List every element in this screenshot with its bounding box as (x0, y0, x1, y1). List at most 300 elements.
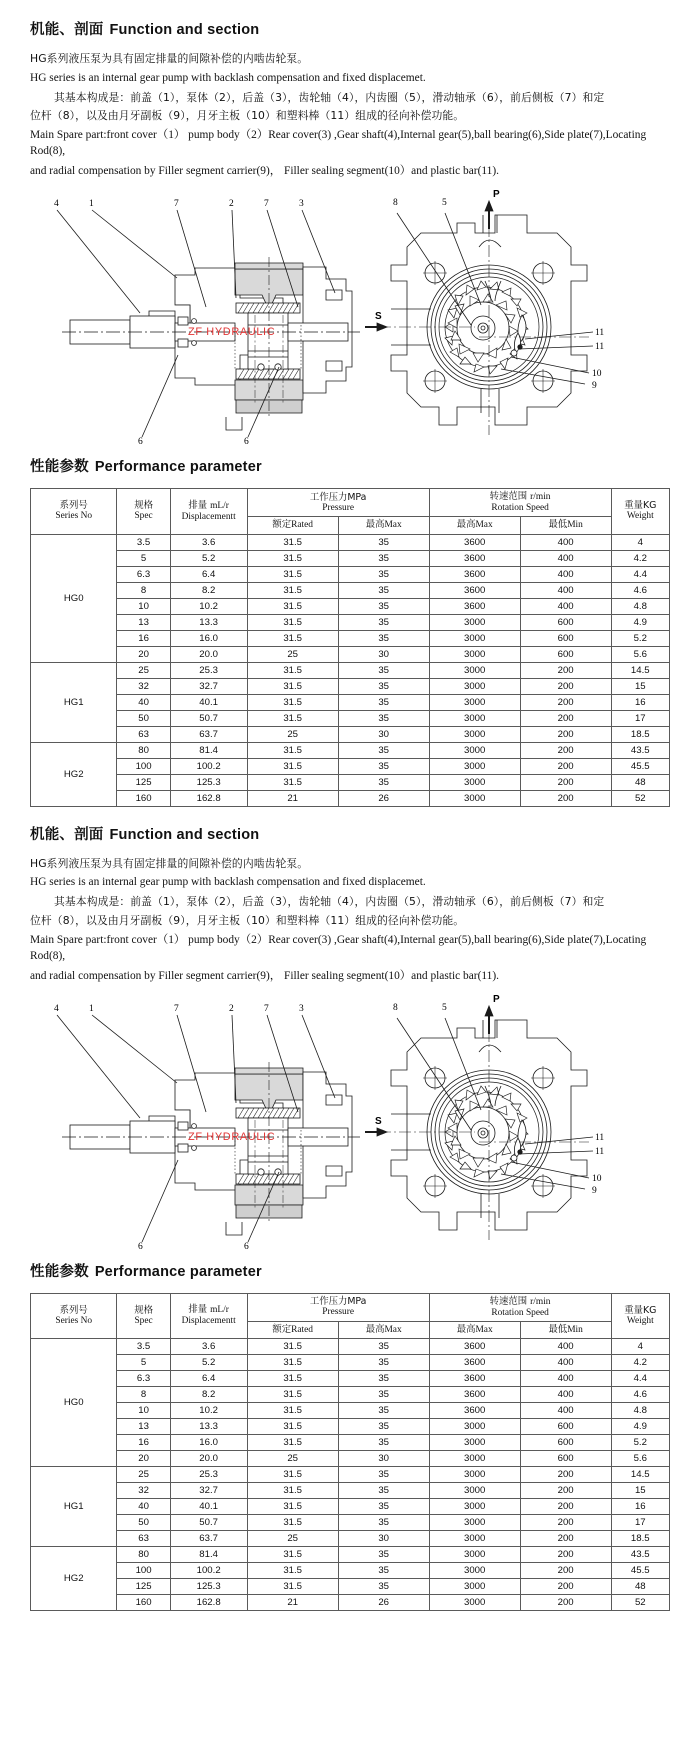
table-row (31, 1563, 670, 1579)
cell-n-min: 600 (520, 614, 611, 630)
cell-weight: 43.5 (611, 1547, 669, 1563)
cell-p-rated: 31.5 (247, 582, 338, 598)
callout-label: 2 (229, 1003, 234, 1014)
cutaway-figure (30, 990, 670, 1250)
cell-disp: 125.3 (170, 1579, 247, 1595)
cell-weight: 5.6 (611, 646, 669, 662)
cell-n-max: 3000 (429, 1451, 520, 1467)
callout-label: 8 (393, 1002, 398, 1013)
description-paragraph: 其基本构成是：前盖（1），泵体（2），后盖（3），齿轮轴（4），内齿圈（5），滑动轴承（6），前后侧板（7）和定 (54, 895, 605, 909)
cell-weight: 4.8 (611, 1403, 669, 1419)
cell-weight: 17 (611, 710, 669, 726)
cell-series: HG0 (31, 534, 117, 662)
cell-p-rated: 31.5 (247, 1579, 338, 1595)
cell-disp: 16.0 (170, 630, 247, 646)
header-rotation-speed: 转速范围 r/min Rotation Speed (429, 1293, 611, 1321)
table-row (31, 1579, 670, 1595)
table-body (31, 534, 670, 806)
cell-n-min: 400 (520, 534, 611, 550)
cell-p-rated: 25 (247, 646, 338, 662)
cell-n-min: 400 (520, 566, 611, 582)
cell-weight: 4.4 (611, 566, 669, 582)
cell-n-max: 3600 (429, 550, 520, 566)
cell-weight: 4 (611, 1339, 669, 1355)
table-row (31, 1339, 670, 1355)
table-row (31, 1435, 670, 1451)
perf-heading (30, 455, 670, 476)
callout-label: 1 (89, 199, 94, 210)
table-row (31, 790, 670, 806)
cell-p-rated: 31.5 (247, 1483, 338, 1499)
cell-spec: 100 (117, 758, 170, 774)
cell-p-rated: 25 (247, 1531, 338, 1547)
cell-weight: 5.2 (611, 630, 669, 646)
callout-label: 7 (174, 199, 179, 210)
callout-label: 1 (89, 1003, 94, 1014)
callout-label: 6 (244, 437, 249, 446)
cell-weight: 5.6 (611, 1451, 669, 1467)
cell-disp: 8.2 (170, 582, 247, 598)
cell-n-max: 3600 (429, 1355, 520, 1371)
cell-p-max: 30 (338, 1451, 429, 1467)
section-container-2 (30, 823, 670, 1612)
cell-p-max: 26 (338, 1595, 429, 1611)
cell-spec: 50 (117, 710, 170, 726)
cell-n-max: 3600 (429, 566, 520, 582)
cell-p-max: 35 (338, 710, 429, 726)
cell-disp: 6.4 (170, 566, 247, 582)
table-row (31, 534, 670, 550)
cell-disp: 81.4 (170, 1547, 247, 1563)
callout-label: 10 (592, 369, 602, 380)
cell-p-max: 35 (338, 662, 429, 678)
cell-p-rated: 31.5 (247, 662, 338, 678)
header-pressure: 工作压力MPa Pressure (247, 1293, 429, 1321)
cell-p-max: 35 (338, 566, 429, 582)
cell-n-max: 3000 (429, 646, 520, 662)
header-series: 系列号 Series No (31, 1293, 117, 1338)
callout-label: 10 (592, 1173, 602, 1184)
callout-label: 2 (229, 199, 234, 210)
table-row (31, 1531, 670, 1547)
cell-spec: 13 (117, 1419, 170, 1435)
header-pressure: 工作压力MPa Pressure (247, 489, 429, 517)
cell-disp: 20.0 (170, 646, 247, 662)
cell-spec: 3.5 (117, 1339, 170, 1355)
cell-p-max: 35 (338, 1371, 429, 1387)
table-row (31, 598, 670, 614)
header-weight: 重量KG Weight (611, 489, 669, 534)
cell-weight: 48 (611, 1579, 669, 1595)
cell-spec: 32 (117, 1483, 170, 1499)
header-pressure-max: 最高Max (338, 1321, 429, 1338)
cell-p-rated: 31.5 (247, 534, 338, 550)
cell-p-max: 35 (338, 582, 429, 598)
cell-n-max: 3000 (429, 1531, 520, 1547)
cell-series: HG1 (31, 662, 117, 742)
table-row (31, 614, 670, 630)
cell-n-min: 200 (520, 758, 611, 774)
cell-n-min: 400 (520, 1371, 611, 1387)
watermark: ZF HYDRAULIC (188, 1130, 276, 1143)
callout-label: 8 (393, 198, 398, 209)
header-series: 系列号 Series No (31, 489, 117, 534)
cell-weight: 15 (611, 678, 669, 694)
callout-label: 9 (592, 1185, 597, 1196)
cell-p-rated: 31.5 (247, 1387, 338, 1403)
cell-n-min: 200 (520, 1563, 611, 1579)
table-row (31, 726, 670, 742)
callout-label: 3 (299, 1003, 304, 1014)
section-heading-cn: 机能、剖面 (30, 22, 104, 38)
cell-n-min: 600 (520, 1435, 611, 1451)
callout-label: 11 (595, 328, 605, 339)
cell-disp: 25.3 (170, 662, 247, 678)
header-pressure-rated: 额定Rated (247, 1321, 338, 1338)
cell-p-rated: 31.5 (247, 1355, 338, 1371)
cell-disp: 50.7 (170, 1515, 247, 1531)
cell-weight: 43.5 (611, 742, 669, 758)
cell-disp: 162.8 (170, 1595, 247, 1611)
datasheet-section (30, 823, 670, 1612)
cell-p-rated: 25 (247, 726, 338, 742)
cell-n-min: 200 (520, 790, 611, 806)
cell-weight: 4.4 (611, 1371, 669, 1387)
cell-n-max: 3000 (429, 726, 520, 742)
description-paragraph: Main Spare part:front cover（1） pump body（2）Rear cover(3) ,Gear shaft(4),Internal gear(5),ball bearing(6),Side plate(7),Locating Rod(8), (30, 129, 647, 158)
cell-weight: 15 (611, 1483, 669, 1499)
cell-weight: 14.5 (611, 662, 669, 678)
cell-weight: 45.5 (611, 1563, 669, 1579)
cell-spec: 8 (117, 582, 170, 598)
cell-series: HG1 (31, 1467, 117, 1547)
table-row (31, 1515, 670, 1531)
table-row (31, 1483, 670, 1499)
cell-n-max: 3000 (429, 1483, 520, 1499)
cell-weight: 45.5 (611, 758, 669, 774)
table-row (31, 742, 670, 758)
cell-p-rated: 31.5 (247, 774, 338, 790)
cell-weight: 18.5 (611, 726, 669, 742)
cell-n-max: 3000 (429, 1515, 520, 1531)
cell-weight: 17 (611, 1515, 669, 1531)
cell-p-rated: 31.5 (247, 694, 338, 710)
table-row (31, 1403, 670, 1419)
cell-n-min: 600 (520, 646, 611, 662)
cell-disp: 100.2 (170, 1563, 247, 1579)
cell-n-min: 200 (520, 774, 611, 790)
cell-spec: 5 (117, 1355, 170, 1371)
cell-p-max: 35 (338, 1563, 429, 1579)
cell-series: HG2 (31, 742, 117, 806)
cell-disp: 25.3 (170, 1467, 247, 1483)
cell-spec: 63 (117, 726, 170, 742)
cell-disp: 32.7 (170, 1483, 247, 1499)
performance-table (30, 488, 670, 806)
cell-n-min: 200 (520, 1467, 611, 1483)
cell-n-max: 3000 (429, 1547, 520, 1563)
table-row (31, 566, 670, 582)
cell-spec: 125 (117, 774, 170, 790)
cell-spec: 20 (117, 1451, 170, 1467)
cell-p-max: 35 (338, 1403, 429, 1419)
cell-p-rated: 31.5 (247, 598, 338, 614)
header-weight: 重量KG Weight (611, 1293, 669, 1338)
table-row (31, 1419, 670, 1435)
cell-n-max: 3000 (429, 1467, 520, 1483)
cell-p-rated: 31.5 (247, 1547, 338, 1563)
perf-heading-cn: 性能参数 (30, 1263, 89, 1280)
cell-p-max: 35 (338, 1547, 429, 1563)
cell-n-min: 600 (520, 1451, 611, 1467)
cell-p-rated: 31.5 (247, 1435, 338, 1451)
table-row (31, 1371, 670, 1387)
cell-spec: 125 (117, 1579, 170, 1595)
cell-p-rated: 31.5 (247, 1403, 338, 1419)
cell-spec: 32 (117, 678, 170, 694)
cell-p-max: 30 (338, 726, 429, 742)
description-paragraph: HG series is an internal gear pump with backlash compensation and fixed displacemet. (30, 71, 426, 84)
cell-weight: 52 (611, 790, 669, 806)
cell-weight: 52 (611, 1595, 669, 1611)
cell-weight: 16 (611, 694, 669, 710)
figure-svg (30, 185, 670, 445)
cell-n-min: 200 (520, 726, 611, 742)
cell-n-max: 3000 (429, 694, 520, 710)
cell-n-min: 400 (520, 550, 611, 566)
section-heading (30, 823, 670, 844)
cell-n-max: 3600 (429, 1387, 520, 1403)
cell-disp: 10.2 (170, 598, 247, 614)
header-rotation-speed: 转速范围 r/min Rotation Speed (429, 489, 611, 517)
table-header (31, 489, 670, 534)
cell-n-max: 3600 (429, 1371, 520, 1387)
table-row (31, 1451, 670, 1467)
cell-p-max: 35 (338, 1499, 429, 1515)
cell-p-max: 35 (338, 678, 429, 694)
cell-weight: 4.2 (611, 550, 669, 566)
cell-n-min: 200 (520, 1531, 611, 1547)
cell-disp: 13.3 (170, 614, 247, 630)
header-pressure-rated: 额定Rated (247, 517, 338, 534)
cell-spec: 50 (117, 1515, 170, 1531)
cell-p-rated: 31.5 (247, 1515, 338, 1531)
description-paragraph: and radial compensation by Filler segment carrier(9)， Filler sealing segment(10）and plastic bar(11). (30, 165, 499, 178)
cell-spec: 80 (117, 1547, 170, 1563)
cell-p-rated: 31.5 (247, 614, 338, 630)
cell-p-rated: 31.5 (247, 758, 338, 774)
datasheet-section (30, 18, 670, 807)
cell-p-rated: 31.5 (247, 678, 338, 694)
cell-spec: 16 (117, 1435, 170, 1451)
table-row (31, 1387, 670, 1403)
perf-heading-cn: 性能参数 (30, 459, 89, 476)
cell-weight: 4.6 (611, 1387, 669, 1403)
table-row (31, 774, 670, 790)
cell-spec: 100 (117, 1563, 170, 1579)
table-row (31, 1547, 670, 1563)
description-paragraph: 位杆（8），以及由月牙副板（9），月牙主板（10）和塑料棒（11）组成的径向补偿功能。 (30, 109, 465, 123)
cell-p-rated: 31.5 (247, 550, 338, 566)
callout-label: 6 (138, 437, 143, 446)
cell-p-max: 35 (338, 1435, 429, 1451)
callout-label: 7 (264, 199, 269, 210)
table-row (31, 1355, 670, 1371)
cell-disp: 3.6 (170, 1339, 247, 1355)
cutaway-figure (30, 185, 670, 445)
cell-n-min: 600 (520, 630, 611, 646)
callout-label: 4 (54, 199, 59, 210)
cell-weight: 16 (611, 1499, 669, 1515)
cell-p-max: 35 (338, 1355, 429, 1371)
cell-p-max: 35 (338, 1339, 429, 1355)
cell-disp: 5.2 (170, 550, 247, 566)
cell-p-rated: 31.5 (247, 1467, 338, 1483)
cell-p-max: 35 (338, 598, 429, 614)
callout-label: 11 (595, 342, 605, 353)
table-header-row-1 (31, 489, 670, 517)
cell-weight: 4.9 (611, 614, 669, 630)
cell-n-min: 200 (520, 678, 611, 694)
cell-spec: 16 (117, 630, 170, 646)
cell-spec: 80 (117, 742, 170, 758)
header-speed-min: 最低Min (520, 1321, 611, 1338)
table-body (31, 1339, 670, 1611)
section-description (30, 51, 670, 179)
table-row (31, 646, 670, 662)
pressure-port-label: P (493, 993, 500, 1005)
cell-disp: 81.4 (170, 742, 247, 758)
header-pressure-max: 最高Max (338, 517, 429, 534)
figure-svg (30, 990, 670, 1250)
cell-n-max: 3000 (429, 662, 520, 678)
callout-label: 6 (138, 1241, 143, 1250)
section-heading-cn: 机能、剖面 (30, 826, 104, 843)
table-row (31, 662, 670, 678)
cell-p-max: 35 (338, 1483, 429, 1499)
cell-n-max: 3000 (429, 1435, 520, 1451)
cell-p-rated: 31.5 (247, 630, 338, 646)
cell-p-max: 35 (338, 1387, 429, 1403)
table-row (31, 1467, 670, 1483)
cell-p-rated: 25 (247, 1451, 338, 1467)
table-header-row-1 (31, 1293, 670, 1321)
cell-spec: 40 (117, 694, 170, 710)
cell-n-max: 3000 (429, 1595, 520, 1611)
cell-spec: 20 (117, 646, 170, 662)
cell-p-max: 35 (338, 774, 429, 790)
cell-series: HG0 (31, 1339, 117, 1467)
cell-p-max: 35 (338, 1515, 429, 1531)
cell-n-min: 400 (520, 1355, 611, 1371)
callout-label: 7 (174, 1003, 179, 1014)
cell-n-max: 3000 (429, 630, 520, 646)
cell-spec: 25 (117, 662, 170, 678)
cell-p-max: 30 (338, 646, 429, 662)
section-heading-en: Function and section (109, 826, 260, 843)
cell-weight: 48 (611, 774, 669, 790)
cell-spec: 63 (117, 1531, 170, 1547)
perf-heading-en: Performance parameter (94, 1263, 262, 1280)
description-paragraph: 其基本构成是：前盖（1），泵体（2），后盖（3），齿轮轴（4），内齿圈（5），滑动轴承（6），前后侧板（7）和定 (54, 90, 605, 104)
table-row (31, 758, 670, 774)
table-row (31, 710, 670, 726)
cell-disp: 125.3 (170, 774, 247, 790)
cell-p-rated: 31.5 (247, 710, 338, 726)
cell-n-max: 3000 (429, 1499, 520, 1515)
cell-p-rated: 31.5 (247, 1563, 338, 1579)
description-paragraph: Main Spare part:front cover（1） pump body（2）Rear cover(3) ,Gear shaft(4),Internal gear(5),ball bearing(6),Side plate(7),Locating Rod(8), (30, 933, 647, 962)
cell-p-max: 35 (338, 550, 429, 566)
cell-n-max: 3600 (429, 598, 520, 614)
cell-n-max: 3600 (429, 582, 520, 598)
cell-spec: 25 (117, 1467, 170, 1483)
cell-spec: 13 (117, 614, 170, 630)
cell-spec: 5 (117, 550, 170, 566)
perf-heading (30, 1260, 670, 1281)
table-row (31, 582, 670, 598)
perf-heading-en: Performance parameter (94, 459, 262, 476)
callout-label: 11 (595, 1146, 605, 1157)
description-paragraph: HG系列液压泵为具有固定排量的间隙补偿的内啮齿轮泵。 (30, 856, 309, 870)
cell-spec: 40 (117, 1499, 170, 1515)
table-row (31, 694, 670, 710)
cell-n-min: 400 (520, 1339, 611, 1355)
cell-n-min: 200 (520, 1547, 611, 1563)
cell-n-min: 400 (520, 1387, 611, 1403)
callout-label: 6 (244, 1241, 249, 1250)
cell-p-rated: 31.5 (247, 742, 338, 758)
description-paragraph: 位杆（8），以及由月牙副板（9），月牙主板（10）和塑料棒（11）组成的径向补偿功能。 (30, 913, 465, 927)
cell-p-max: 35 (338, 1579, 429, 1595)
section-heading (30, 18, 670, 39)
cell-disp: 63.7 (170, 1531, 247, 1547)
cell-p-rated: 21 (247, 790, 338, 806)
cell-spec: 160 (117, 790, 170, 806)
cell-p-rated: 31.5 (247, 1499, 338, 1515)
cell-n-min: 200 (520, 1483, 611, 1499)
cell-n-max: 3000 (429, 790, 520, 806)
cell-n-max: 3000 (429, 1579, 520, 1595)
cell-disp: 8.2 (170, 1387, 247, 1403)
description-paragraph: HG series is an internal gear pump with backlash compensation and fixed displacemet. (30, 876, 426, 889)
cell-p-max: 30 (338, 1531, 429, 1547)
cell-n-min: 200 (520, 1595, 611, 1611)
cell-spec: 6.3 (117, 566, 170, 582)
table-row (31, 1499, 670, 1515)
table-row (31, 678, 670, 694)
callout-label: 5 (442, 198, 447, 209)
cell-p-max: 35 (338, 534, 429, 550)
cell-spec: 8 (117, 1387, 170, 1403)
header-displacement: 排量 mL/r Displacementt (170, 489, 247, 534)
cell-weight: 4 (611, 534, 669, 550)
cell-disp: 50.7 (170, 710, 247, 726)
cell-n-max: 3600 (429, 1339, 520, 1355)
header-speed-max: 最高Max (429, 1321, 520, 1338)
callout-label: 11 (595, 1132, 605, 1143)
cell-p-rated: 31.5 (247, 1339, 338, 1355)
cell-p-max: 35 (338, 694, 429, 710)
table-row (31, 630, 670, 646)
cell-n-min: 200 (520, 694, 611, 710)
cell-p-max: 35 (338, 742, 429, 758)
cell-n-max: 3000 (429, 614, 520, 630)
header-speed-max: 最高Max (429, 517, 520, 534)
cell-spec: 160 (117, 1595, 170, 1611)
header-speed-min: 最低Min (520, 517, 611, 534)
header-spec: 规格 Spec (117, 489, 170, 534)
